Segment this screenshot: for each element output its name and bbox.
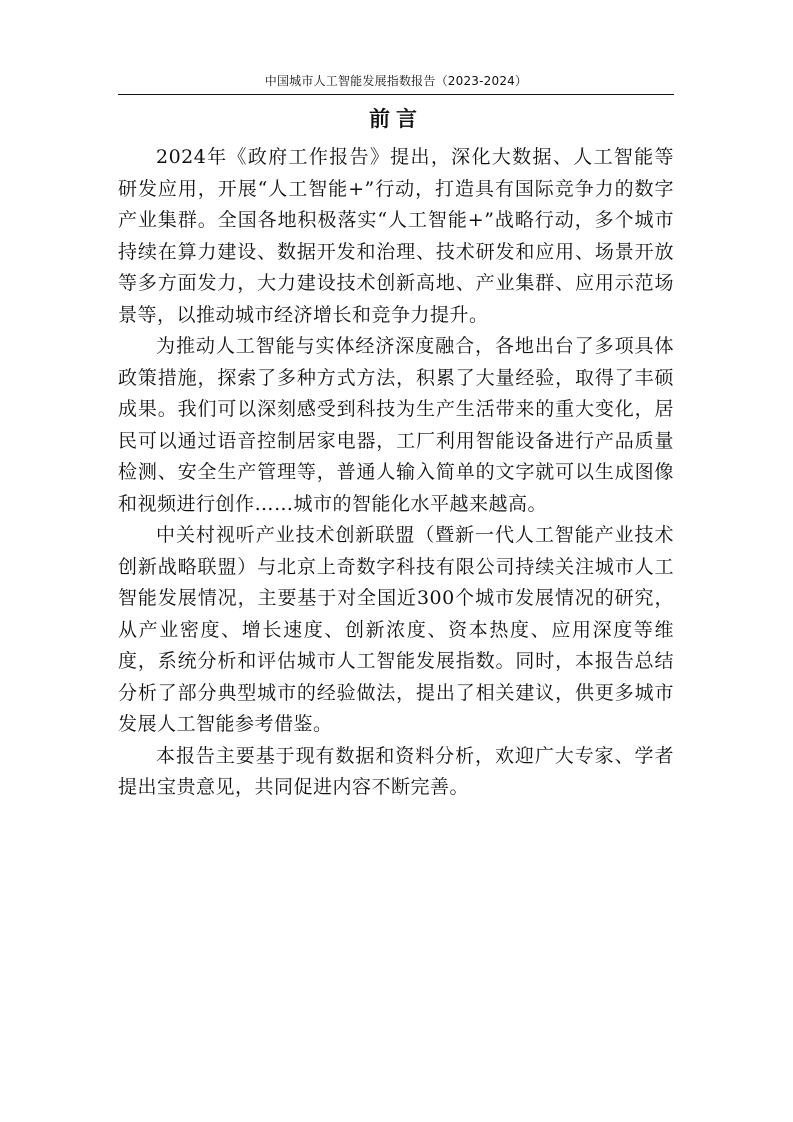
paragraph: 中关村视听产业技术创新联盟（暨新一代人工智能产业技术创新战略联盟）与北京上奇数字科技有限公司持续关注城市人工智能发展情况，主要基于对全国近300个城市发展情况的研究，从产业密度、增长速度、创新浓度、资本热度、应用深度等维度，系统分析和评估城市人工智能发展指数。同时，本报告总结分析了部分典型城市的经验做法，提出了相关建议，供更多城市发展人工智能参考借鉴。 (118, 524, 674, 735)
paragraph: 本报告主要基于现有数据和资料分析，欢迎广大专家、学者提出宝贵意见，共同促进内容不断完善。 (118, 744, 674, 798)
header-divider (118, 94, 674, 95)
running-header: 中国城市人工智能发展指数报告（2023-2024） (264, 74, 528, 88)
paragraph: 2024年《政府工作报告》提出，深化大数据、人工智能等研发应用，开展“人工智能+”行动，打造具有国际竞争力的数字产业集群。全国各地积极落实“人工智能+”战略行动，多个城市持续在算力建设、数据开发和治理、技术研发和应用、场景开放等多方面发力，大力建设技术创新高地、产业集群、应用示范场景等，以推动城市经济增长和竞争力提升。 (118, 146, 674, 326)
body-text (118, 142, 674, 804)
paragraph: 为推动人工智能与实体经济深度融合，各地出台了多项具体政策措施，探索了多种方式方法，积累了大量经验，取得了丰硕成果。我们可以深刻感受到科技为生产生活带来的重大变化，居民可以通过语音控制居家电器，工厂利用智能设备进行产品质量检测、安全生产管理等，普通人输入简单的文字就可以生成图像和视频进行创作……城市的智能化水平越来越高。 (118, 335, 674, 515)
section-title: 前言 (369, 107, 423, 131)
